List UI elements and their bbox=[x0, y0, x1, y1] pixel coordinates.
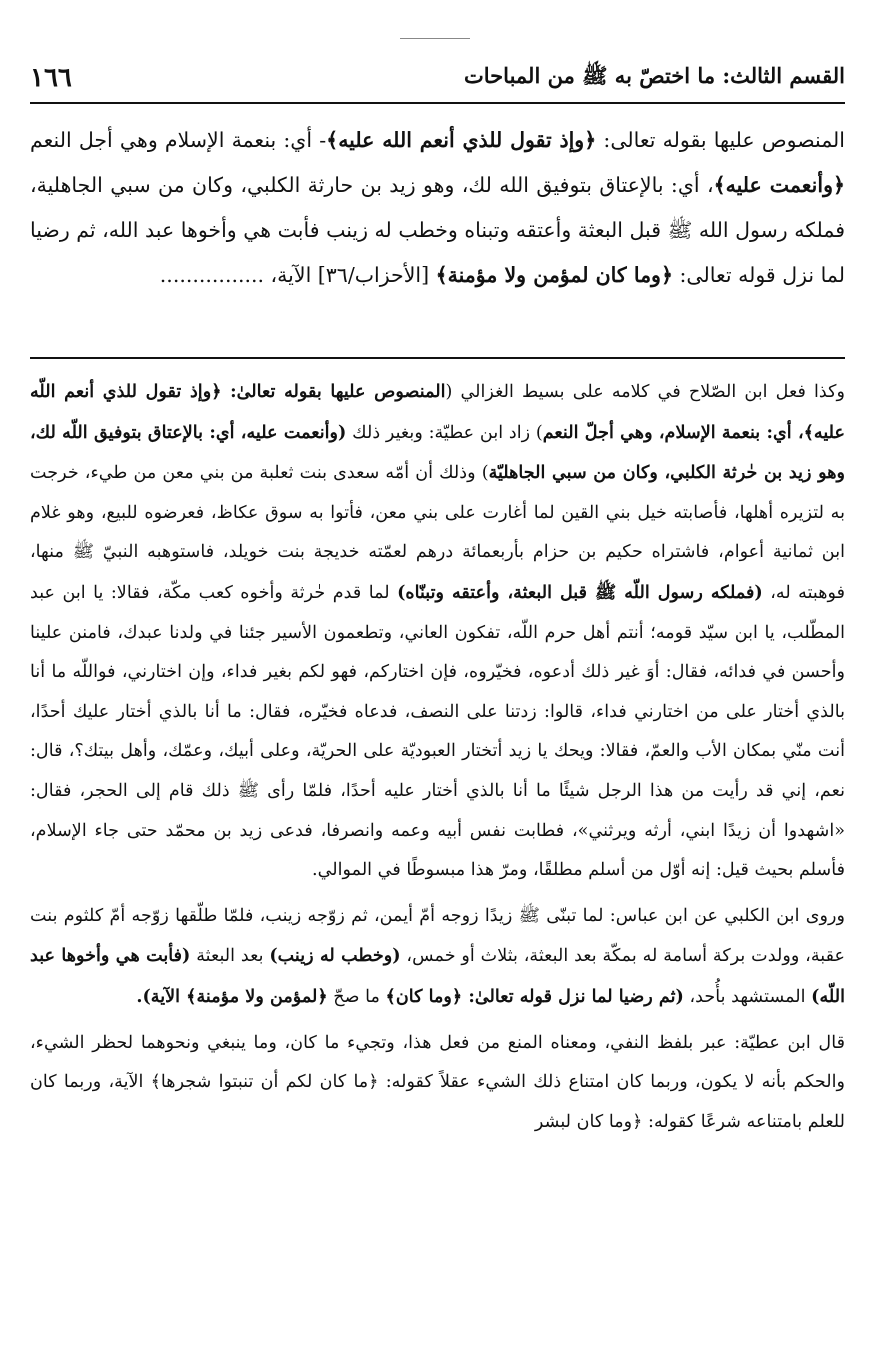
commentary-segment: قال ابن عطيّة: عبر بلفظ النفي، ومعناه المنع من فعل هذا، وتجيء ما كان، وما ينبغي ونحوهما لحظر الشيء، والحكم بأنه لا يكون، وربما كان امتناع ذلك الشيء عقلاً كقوله: ﴿ما كان لكم أن تنبتوا شجرها﴾ الآية، وربما كان للعلم بامتناعه شرعًا كقوله: ﴿وما كان لبشر bbox=[30, 1032, 845, 1132]
matn-text bbox=[30, 118, 845, 298]
quoted-matn: (وأنعمت عليه، أي: بالإعتاق بتوفيق اللّه لك، وهو زيد بن حٰرثة الكلبي، وكان من سبي الجاهليّة bbox=[30, 421, 845, 484]
matn-sharh-divider bbox=[30, 357, 845, 359]
matn-segment: ، أي: بالإعتاق بتوفيق الله لك، وهو زيد بن حارثة الكلبي، وكان من سبي الجاهلية، فملكه رسول الله ﷺ قبل البعثة وأعتقه وتبناه وخطب له زينب فأبت هي وأخوها عبد الله، ثم رضيا لما نزل قوله تعالى: bbox=[30, 173, 845, 287]
quoted-matn: ﴿لمؤمن ولا مؤمنة﴾ الآية). bbox=[136, 985, 328, 1007]
header-rule bbox=[30, 102, 845, 104]
commentary-segment: ) وذلك أن أمّه سعدى بنت ثعلبة من بني معن من طيء، خرجت به لتزيره أهلها، فأصابته خيل بني القين لما أغارت على بني معن، فأتوا به سوق عكاظ، فعرضوه للبيع، وهو غلام ابن ثمانية أعوام، فاشتراه حكيم بن حزام بأربعمائة درهم لعمّته خديجة بنت خويلد، فاستوهبه النبيّ ﷺ منها، فوهبته له، bbox=[30, 463, 845, 603]
quoted-matn: (فملكه رسول اللّه ﷺ قبل البعثة، وأعتقه وتبنّاه) bbox=[397, 581, 763, 603]
quran-quote: ﴿ وما كان لمؤمن ولا مؤمنة ﴾ bbox=[436, 263, 673, 287]
quoted-matn: (وخطب له زينب) bbox=[269, 945, 401, 967]
commentary-paragraph bbox=[30, 897, 845, 1018]
commentary-segment: وكذا فعل ابن الصّلاح في كلامه على بسيط الغزالي ( bbox=[445, 382, 845, 402]
commentary-segment: المستشهد بأُحد، bbox=[683, 986, 812, 1007]
top-decorative-line bbox=[400, 38, 470, 39]
commentary-segment: وروى ابن الكلبي عن ابن عباس: لما تبنّى ﷺ زيدًا زوجه أمّ أيمن، ثم زوّجه زينب، فلمّا طلّقها زوّجه أمّ كلثوم بنت عقبة، وولدت بركة أسامة له بمكّة بعد البعثة، بثلاث أو خمس، bbox=[30, 905, 845, 967]
commentary-segment: بعد البعثة bbox=[190, 946, 270, 967]
quoted-matn: (فأبت هي وأخوها عبد اللّه) bbox=[30, 945, 845, 1007]
matn-segment: [الأحزاب/٣٦] الآية، ................ bbox=[159, 263, 436, 287]
matn-segment: - أي: بنعمة الإسلام وهي أجل النعم bbox=[30, 128, 327, 152]
commentary-segment: ما صحّ bbox=[327, 986, 386, 1007]
commentary-paragraph bbox=[30, 372, 845, 891]
matn-segment: المنصوص عليها بقوله تعالى: bbox=[596, 128, 845, 152]
quran-quote: ﴿ وأنعمت عليه ﴾ bbox=[714, 173, 845, 197]
commentary-segment: لما قدم حٰرثة وأخوه كعب مكّة، فقالا: يا ابن عبد المطّلب، يا ابن سيّد قومه؛ أنتم أهل حرم اللّه، تفكون العاني، وتطعمون الأسير جئنا في ولدنا عبدك، فامنن علينا وأحسن في فدائه، فقال: أوَ غير ذلك أدعوه، فخيّروه، فإن اختاركم، فهو لكم بغير فداء، وإن اختارني، فواللّه ما أنا بالذي أختار على من اختارني فداء، قالوا: زدتنا على النصف، فدعاه فخيّره، فقال: ما أنا بالذي أختار عليك أحدًا، أنت منّي بمكان الأب والعمّ، فقالا: ويحك يا زيد أتختار العبوديّة على الحريّة، وعلى أبيك، وعمّك، وأهل بيتك؟، قال: نعم، إني قد رأيت من هذا الرجل شيئًا ما أنا بالذي أختار عليه أحدًا، فلمّا رأى ﷺ ذلك قام إلى الحجر، فقال: «اشهدوا أن زيدًا ابني، أرثه ويرثني»، فطابت نفس أبيه وعمه وانصرفا، فدعى زيد بن محمّد حتى جاء الإسلام، فأسلم بحيث قيل: إنه أوّل من أسلم مطلقًا، ومرّ هذا مبسوطًا في الموالي. bbox=[30, 582, 845, 881]
page-header bbox=[30, 58, 845, 98]
commentary-segment: ) زاد ابن عطيّة: وبغير ذلك bbox=[346, 422, 543, 443]
commentary-text bbox=[30, 372, 845, 1148]
quoted-matn: المنصوص عليها بقوله تعالىٰ: ﴿وإذ تقول للذي أنعم اللّه عليه﴾، أي: بنعمة الإسلام، وهي أجلّ النعم bbox=[30, 381, 845, 443]
page-number: ١٦٦ bbox=[30, 63, 72, 93]
quran-quote: ﴿ وإذ تقول للذي أنعم الله عليه ﴾ bbox=[326, 128, 596, 152]
commentary-paragraph bbox=[30, 1024, 845, 1143]
book-page bbox=[30, 0, 845, 1359]
quoted-matn: (ثم رضيا لما نزل قوله تعالىٰ: ﴿وما كان﴾ bbox=[385, 985, 684, 1007]
running-title: القسم الثالث: ما اختصّ به ﷺ من المباحات bbox=[464, 62, 845, 88]
